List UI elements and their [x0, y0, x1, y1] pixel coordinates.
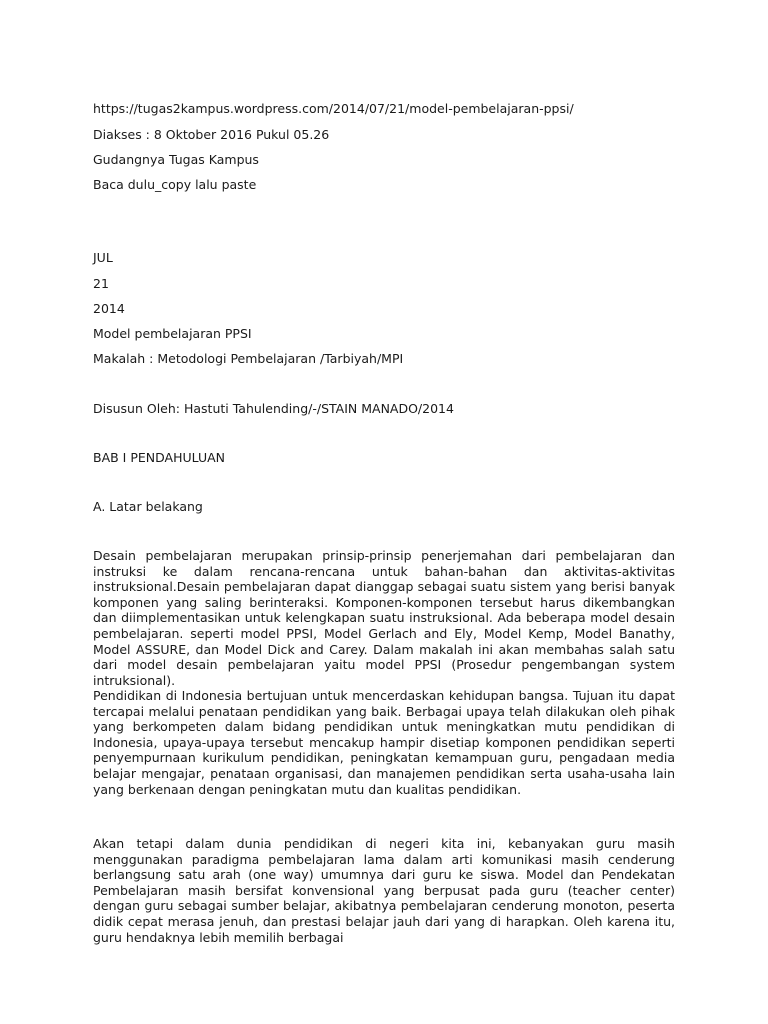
chapter-heading: BAB I PENDAHULUAN [93, 450, 226, 465]
site-name: Gudangnya Tugas Kampus [93, 152, 259, 167]
author-line: Disusun Oleh: Hastuti Tahulending/-/STAIN MANADO/2014 [93, 401, 454, 416]
source-url: https://tugas2kampus.wordpress.com/2014/07/21/model-pembelajaran-ppsi/ [93, 101, 574, 116]
post-day: 21 [93, 276, 109, 291]
accessed-date: Diakses : 8 Oktober 2016 Pukul 05.26 [93, 127, 330, 142]
post-subtitle: Makalah : Metodologi Pembelajaran /Tarbiyah/MPI [93, 351, 404, 366]
post-title: Model pembelajaran PPSI [93, 326, 252, 341]
paragraph: Desain pembelajaran merupakan prinsip-prinsip penerjemahan dari pembelajaran dan instruksi ke dalam rencana-rencana untuk bahan-bahan dan aktivitas-aktivitas instruksional.Desain pembelajaran dapat dianggap sebagai suatu sistem yang berisi banyak komponen yang saling berinteraksi. Komponen-komponen tersebut harus dikembangkan dan diimplementasikan untuk kelengkapan suatu instruksional. Ada beberapa model desain pembelajaran. seperti model PPSI, Model Gerlach and Ely, Model Kemp, Model Banathy, Model ASSURE, dan Model Dick and Carey. Dalam makalah ini akan membahas salah satu dari model desain pembelajaran yaitu model PPSI (Prosedur pengembangan system intruksional). [93, 548, 675, 688]
post-year: 2014 [93, 301, 125, 316]
paragraph: Pendidikan di Indonesia bertujuan untuk mencerdaskan kehidupan bangsa. Tujuan itu dapat tercapai melalui penataan pendidikan yang baik. Berbagai upaya telah dilakukan oleh pihak yang berkompeten dalam bidang pendidikan untuk meningkatkan mutu pendidikan di Indonesia, upaya-upaya tersebut mencakup hampir disetiap komponen pendidikan seperti penyempurnaan kurikulum pendidikan, peningkatan kemampuan guru, pengadaan media belajar mengajar, penataan organisasi, dan manajemen pendidikan serta usaha-usaha lain yang berkenaan dengan peningkatan mutu dan kualitas pendidikan. [93, 688, 675, 797]
post-month: JUL [93, 250, 113, 265]
note-text: Baca dulu_copy lalu paste [93, 177, 257, 192]
section-heading: A. Latar belakang [93, 499, 203, 514]
paragraph: Akan tetapi dalam dunia pendidikan di negeri kita ini, kebanyakan guru masih menggunakan paradigma pembelajaran lama dalam arti komunikasi masih cenderung berlangsung satu arah (one way) umumnya dari guru ke siswa. Model dan Pendekatan Pembelajaran masih bersifat konvensional yang berpusat pada guru (teacher center) dengan guru sebagai sumber belajar, akibatnya pembelajaran cenderung monoton, peserta didik cepat merasa jenuh, dan prestasi belajar jauh dari yang di harapkan. Oleh karena itu, guru hendaknya lebih memilih berbagai [93, 836, 675, 945]
